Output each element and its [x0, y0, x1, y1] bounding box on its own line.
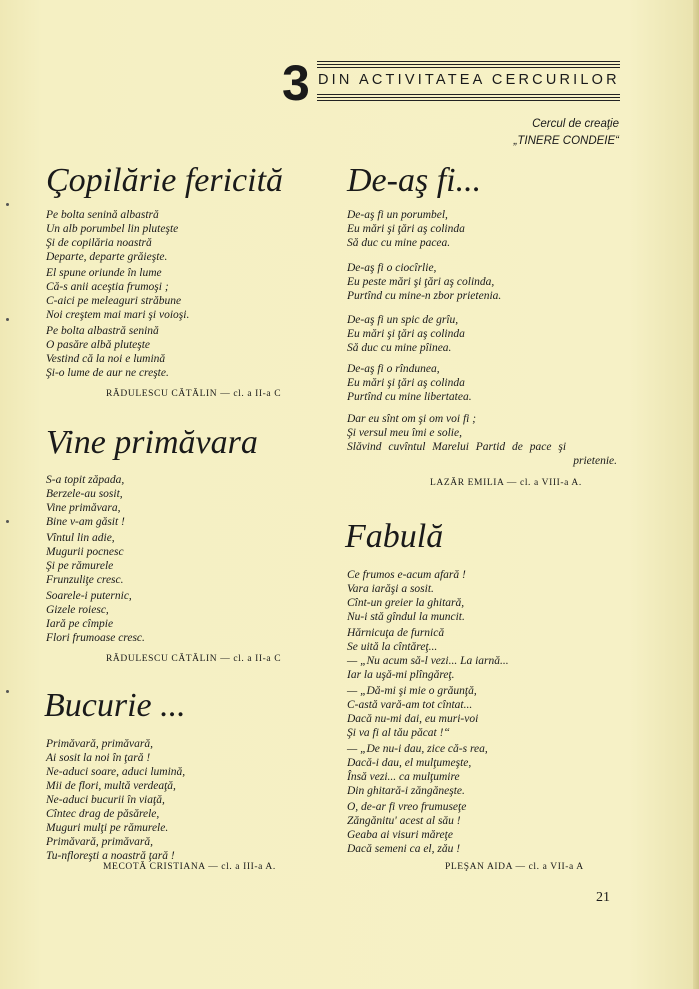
verse-line: Ai sosit la noi în ţară ! — [46, 752, 151, 764]
verse-line: Departe, departe grăieşte. — [46, 251, 168, 263]
verse-line: Dacă semeni ca el, zău ! — [347, 843, 461, 855]
verse-line: De-aş fi o rîndunea, — [347, 363, 440, 375]
verse-line: Ne-aduci soare, aduci lumină, — [46, 766, 186, 778]
verse-line: Gizele roiesc, — [46, 604, 109, 616]
verse-line: S-a topit zăpada, — [46, 474, 125, 486]
verse-line: Şi pe rămurele — [46, 560, 114, 572]
section-title: DIN ACTIVITATEA CERCURILOR — [318, 72, 620, 88]
verse-line: Noi creştem mai mari şi voioşi. — [46, 309, 190, 321]
verse-line: Mugurii pocnesc — [46, 546, 124, 558]
verse-line: prietenie. — [573, 455, 617, 467]
verse-line: Că-s anii aceştia frumoşi ; — [46, 281, 169, 293]
stanza — [347, 800, 466, 856]
stanza — [347, 261, 501, 303]
verse-line: Vestind că la noi e lumină — [46, 353, 166, 365]
verse-line: Ce frumos e-acum afară ! — [347, 569, 466, 581]
verse-line: Tu-nfloreşti a noastră ţară ! — [46, 850, 175, 862]
poem-author: MECOTĂ CRISTIANA — cl. a III-a A. — [103, 862, 276, 872]
stanza — [347, 208, 465, 250]
verse-line: De-aş fi un spic de grîu, — [347, 314, 459, 326]
stanza — [46, 208, 178, 264]
verse-line: Primăvară, primăvară, — [46, 836, 154, 848]
verse-line: Purtînd cu mine libertatea. — [347, 391, 472, 403]
verse-line: Să duc cu mine pîinea. — [347, 342, 452, 354]
verse-line: Slăvind cuvîntul Marelui Partid de pace şi — [347, 441, 567, 453]
poem-title: Bucurie ... — [44, 687, 186, 724]
verse-line: Un alb porumbel lin pluteşte — [46, 223, 179, 235]
verse-line: C-astă vară-am tot cîntat... — [347, 699, 473, 711]
verse-line: Pe bolta albastră senină — [46, 325, 159, 337]
verse-line: De-aş fi o ciocîrlie, — [347, 262, 437, 274]
verse-line: O, de-ar fi vreo frumuseţe — [347, 801, 467, 813]
page-edge — [693, 0, 699, 989]
poem-author: LAZĂR EMILIA — cl. a VIII-a A. — [430, 478, 582, 488]
verse-line: Purtînd cu mine-n zbor prietenia. — [347, 290, 502, 302]
stanza — [347, 568, 466, 624]
verse-line: Şi va fi al tău păcat !“ — [347, 727, 450, 739]
stanza — [46, 589, 145, 645]
verse-line: Dacă nu-mi dai, eu muri-voi — [347, 713, 479, 725]
verse-line: Zăngănitu' acest al său ! — [347, 815, 461, 827]
verse-line: Flori frumoase cresc. — [46, 632, 145, 644]
verse-line: Din ghitară-i zăngăneşte. — [347, 785, 465, 797]
verse-line: Hărnicuţa de furnică — [347, 627, 445, 639]
stanza — [46, 531, 124, 587]
verse-line: Geaba ai visuri măreţe — [347, 829, 453, 841]
binding-hole — [6, 690, 9, 693]
verse-line: O pasăre albă pluteşte — [46, 339, 151, 351]
poem-author: PLEŞAN AIDA — cl. a VII-a A — [445, 862, 584, 872]
poem-author: RĂDULESCU CĂTĂLIN — cl. a II-a C — [106, 389, 282, 399]
verse-line: Cînt-un greier la ghitară, — [347, 597, 465, 609]
verse-line: Soarele-i puternic, — [46, 590, 132, 602]
header-rule — [317, 64, 620, 65]
verse-line: — „Dă-mi şi mie o grăunţă, — [347, 685, 477, 697]
verse-line: Eu mări şi ţări aş colinda — [347, 223, 465, 235]
verse-line: Vara iarăşi a sosit. — [347, 583, 434, 595]
header-rule — [317, 61, 620, 62]
header-rule — [317, 100, 620, 101]
verse-line: Iară pe cîmpie — [46, 618, 114, 630]
stanza — [347, 684, 478, 740]
verse-line: Dar eu sînt om şi om voi fi ; — [347, 413, 477, 425]
stanza — [46, 266, 189, 322]
poem-title: Fabulă — [345, 518, 444, 555]
verse-line: Berzele-au sosit, — [46, 488, 123, 500]
verse-line: De-aş fi un porumbel, — [347, 209, 448, 221]
verse-line: Frunzuliţe cresc. — [46, 574, 124, 586]
header-rule — [317, 67, 620, 68]
binding-hole — [6, 318, 9, 321]
verse-line: Vîntul lin adie, — [46, 532, 115, 544]
verse-line: Nu-i stă gîndul la muncit. — [347, 611, 465, 623]
verse-line: C-aici pe meleaguri străbune — [46, 295, 182, 307]
verse-line: Iar la uşă-mi plîngăreţ. — [347, 669, 455, 681]
verse-line: Mii de flori, multă verdeaţă, — [46, 780, 176, 792]
verse-line: Să duc cu mine pacea. — [347, 237, 451, 249]
stanza — [347, 626, 509, 682]
poem-author: RĂDULESCU CĂTĂLIN — cl. a II-a C — [106, 654, 282, 664]
verse-line: Şi-o lume de aur ne creşte. — [46, 367, 169, 379]
poem-title: Çopilărie fericită — [46, 162, 284, 199]
poem-title: Vine primăvara — [46, 424, 258, 461]
verse-line: — „De nu-i dau, zice că-s rea, — [347, 743, 488, 755]
verse-line: Cîntec drag de păsărele, — [46, 808, 160, 820]
verse-line: Muguri mulţi pe rămurele. — [46, 822, 169, 834]
club-line: „TINERE CONDEIE“ — [513, 135, 619, 147]
verse-line: Vine primăvara, — [46, 502, 121, 514]
verse-line: Bine v-am găsit ! — [46, 516, 125, 528]
verse-line: Se uită la cîntăreţ... — [347, 641, 438, 653]
verse-line: Eu mări şi ţări aş colinda — [347, 377, 465, 389]
stanza — [347, 742, 488, 798]
poem-title: De-aş fi... — [347, 162, 482, 199]
stanza — [347, 313, 465, 355]
verse-line: Dacă-i dau, el mulţumeşte, — [347, 757, 472, 769]
section-number: 3 — [282, 55, 310, 111]
stanza — [347, 412, 617, 468]
stanza — [46, 324, 169, 380]
club-name — [514, 116, 619, 150]
binding-hole — [6, 520, 9, 523]
verse-line: Însă vezi... ca mulţumire — [347, 771, 460, 783]
verse-line: Ne-aduci bucurii în viaţă, — [46, 794, 165, 806]
header-rule — [317, 97, 620, 98]
verse-line: — „Nu acum să-l vezi... La iarnă... — [347, 655, 509, 667]
stanza — [46, 737, 185, 863]
club-line: Cercul de creaţie — [532, 118, 619, 130]
verse-line: Eu peste mări şi ţări aş colinda, — [347, 276, 495, 288]
stanza — [347, 362, 472, 404]
verse-line: Eu mări şi ţări aş colinda — [347, 328, 465, 340]
verse-line: Şi versul meu îmi e solie, — [347, 427, 462, 439]
header-rule — [317, 94, 620, 95]
stanza — [46, 473, 125, 529]
verse-line: Primăvară, primăvară, — [46, 738, 154, 750]
page-number: 21 — [596, 890, 610, 905]
verse-line: Şi de copilăria noastră — [46, 237, 152, 249]
binding-hole — [6, 203, 9, 206]
verse-line: Pe bolta senină albastră — [46, 209, 159, 221]
verse-line: El spune oriunde în lume — [46, 267, 162, 279]
